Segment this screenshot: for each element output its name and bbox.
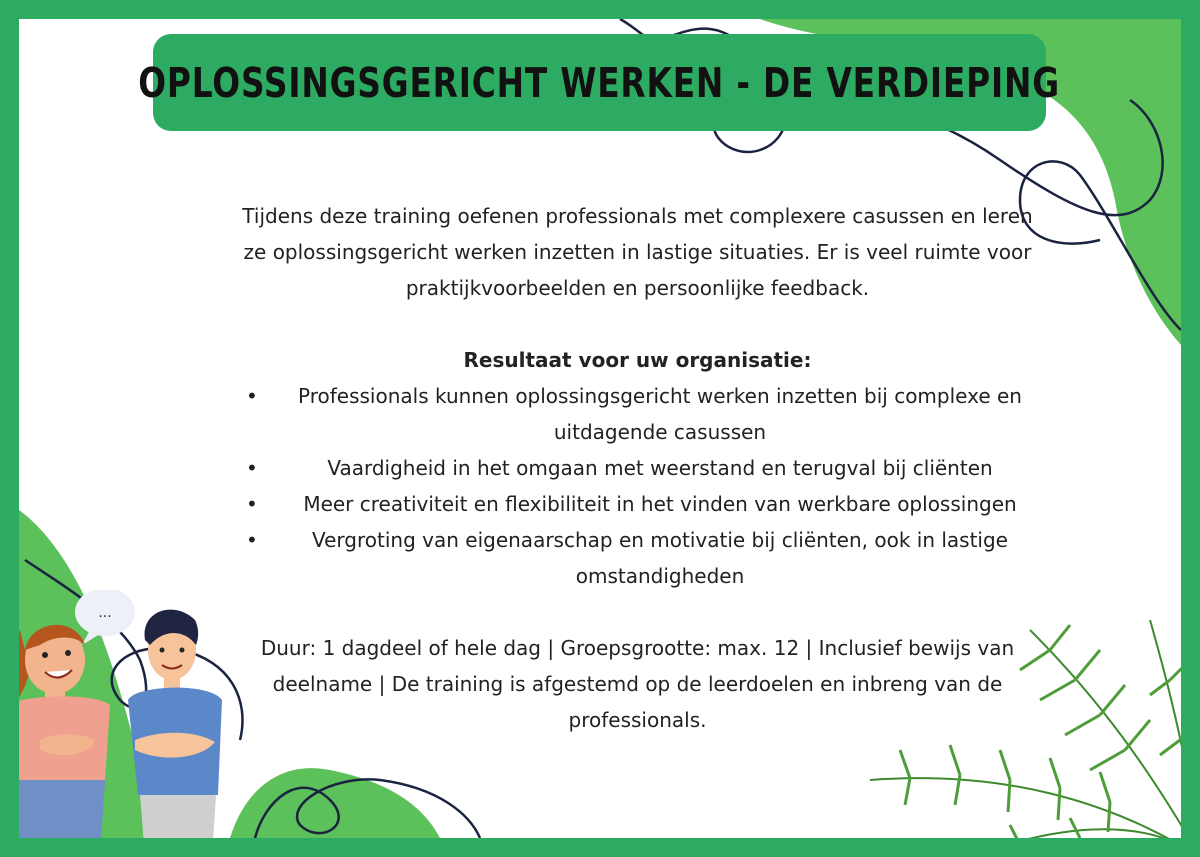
list-item: [240, 486, 1035, 522]
result-heading: Resultaat voor uw organisatie:: [463, 348, 812, 372]
man-figure: [128, 610, 222, 857]
list-item: [240, 522, 1035, 594]
list-item-text: Vaardigheid in het omgaan met weerstand en terugval bij cliënten: [327, 456, 993, 480]
bullet-mark: •: [246, 384, 258, 408]
list-item-text: Meer creativiteit en flexibiliteit in het vinden van werkbare oplossingen: [303, 492, 1017, 516]
bullet-mark: •: [246, 492, 258, 516]
intro-text: Tijdens deze training oefenen professionals met complexere casussen en leren ze oplossingsgericht werken inzetten in lastige situaties. Er is veel ruimte voor praktijkvoorbeelden en persoonlijke feedback.: [242, 204, 1033, 300]
title-bar: [138, 34, 1061, 131]
woman-figure: [0, 625, 110, 857]
people-illustration: [0, 590, 240, 857]
bullet-mark: •: [246, 456, 258, 480]
list-item-text: Vergroting van eigenaarschap en motivatie bij cliënten, ook in lastige omstandigheden: [312, 528, 1008, 588]
speech-bubble-icon: [75, 590, 135, 645]
svg-text:...: ...: [98, 605, 112, 621]
bullet-mark: •: [246, 528, 258, 552]
page-title: OPLOSSINGSGERICHT WERKEN - DE VERDIEPING: [138, 58, 1061, 107]
content-area: [240, 198, 1035, 738]
list-item: [240, 378, 1035, 450]
list-item: [240, 450, 1035, 486]
result-list: [240, 378, 1035, 594]
footer-info: Duur: 1 dagdeel of hele dag | Groepsgrootte: max. 12 | Inclusief bewijs van deelname | De training is afgestemd op de leerdoelen en inbreng van de professionals.: [260, 636, 1015, 732]
list-item-text: Professionals kunnen oplossingsgericht werken inzetten bij complexe en uitdagende casussen: [298, 384, 1022, 444]
